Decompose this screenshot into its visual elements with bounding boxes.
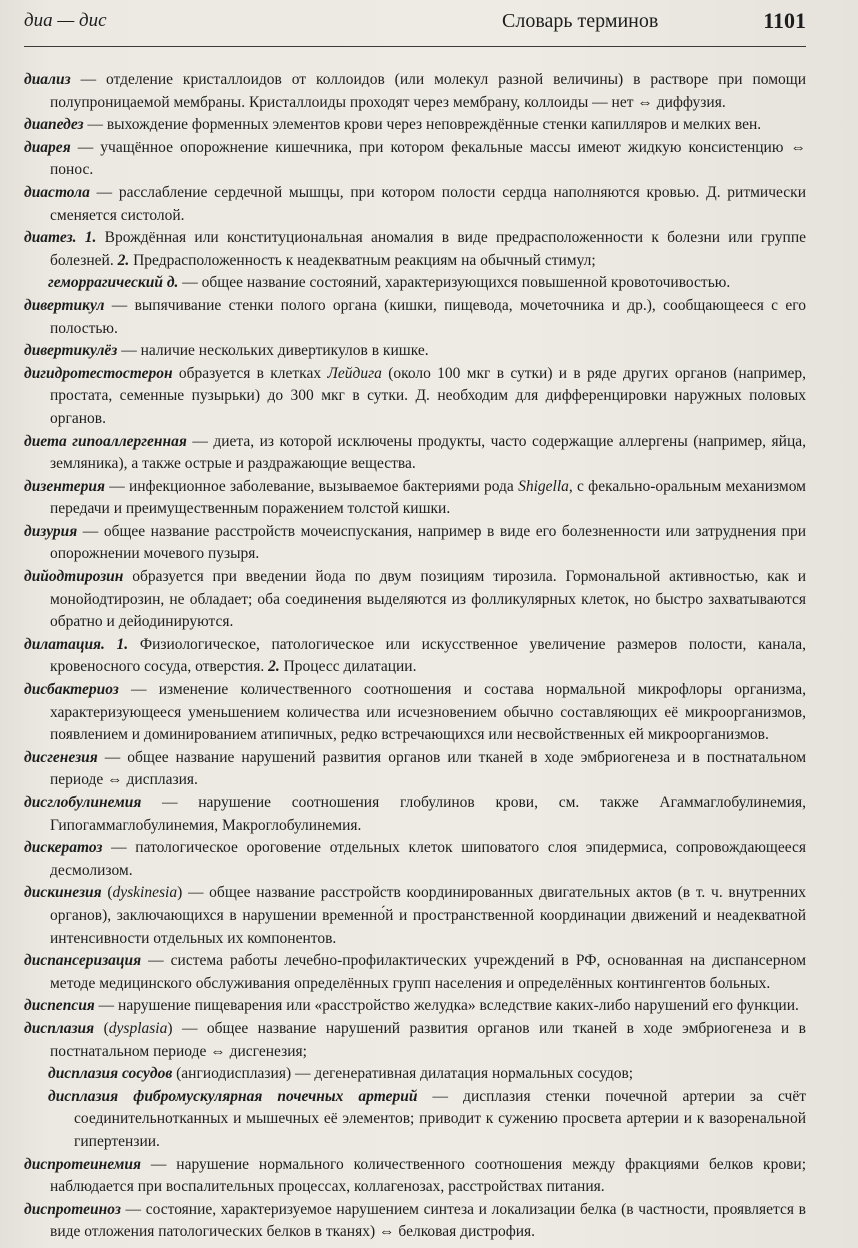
- entry-italic: dysplasia: [108, 1019, 168, 1037]
- entry: [24, 950, 806, 995]
- entry-term: дивертикул: [24, 296, 105, 314]
- entry-term: дийодтирозин: [24, 568, 124, 586]
- entry-text: (: [94, 1019, 109, 1037]
- entry-term: диета гипоаллергенная: [24, 432, 187, 450]
- sense-number: . 1.: [101, 635, 129, 653]
- entry: [24, 363, 806, 431]
- entry-term: диастола: [24, 183, 90, 201]
- entry-text: — система работы лечебно-профилактических учреждений в РФ, основанная на диспансерном методе медицинского обслуживания определённых групп населения и определённых контингентов больных.: [50, 952, 806, 992]
- entry-text: (: [101, 884, 113, 902]
- sense-number: 2.: [268, 658, 280, 676]
- entry-term: дисплазия сосудов: [48, 1065, 173, 1083]
- entry-term: дисгенезия: [24, 748, 98, 766]
- entry-text: — учащённое опорожнение кишечника, при котором фекальные массы имеют жидкую консистенцию ⇔ понос.: [50, 138, 806, 179]
- entry-term: дилатация: [24, 635, 102, 653]
- entry: [24, 995, 806, 1018]
- entry: [24, 340, 806, 363]
- entry-text: Процесс дилатации.: [279, 658, 417, 676]
- entry-text: — расслабление сердечной мышцы, при котором полости сердца наполняются кровью. Д. ритмически сменяется систолой.: [50, 183, 806, 224]
- entry-term: диспепсия: [24, 997, 95, 1015]
- entry-term: дисплазия: [24, 1019, 95, 1037]
- entry: [24, 566, 806, 634]
- entry-text: — отделение кристаллоидов от коллоидов (или молекул разной величины) в растворе при помощи полупроницаемой мембраны. Кристаллоиды проходят через мембрану, коллоиды — нет ⇔ диффузия.: [50, 71, 806, 111]
- entry-term: диализ: [24, 71, 71, 88]
- entry-text: (ангиодисплазия) — дегенеративная дилатация нормальных сосудов;: [172, 1065, 634, 1083]
- entry-term: дисбактериоз: [24, 681, 119, 699]
- entry-term: дигидротестостерон: [24, 364, 173, 382]
- entry-text: — дисплазия стенки почечной артерии за счёт соединительнотканных и мышечных её элементов; приводит к сужению просвета артерии и к вазоренальной гипертензии.: [74, 1087, 806, 1150]
- entry-term: диспротеинемия: [24, 1155, 141, 1173]
- entry: [24, 476, 806, 521]
- entry: [24, 137, 806, 182]
- sense-number: 2.: [117, 251, 130, 269]
- entry-term: диарея: [24, 138, 71, 156]
- running-header: [24, 6, 806, 47]
- entry-term: дизентерия: [24, 477, 105, 495]
- entry-text: Врождённая или конституциональная аномалия в виде предрасположенности к болезни или группе болезней.: [50, 229, 806, 269]
- entry: [24, 521, 806, 566]
- entry-text: ) — общее название расстройств координированных двигательных актов (в т. ч. внутренних органов), заключающихся в нарушении временно́й и пространственной координации движений и неадекватной интенсивности отдельных их компонентов.: [50, 884, 806, 947]
- dictionary-entries: [24, 69, 806, 1244]
- entry: [24, 837, 806, 882]
- entry-italic: Лейдига: [327, 364, 382, 382]
- header-title: Словарь терминов: [502, 10, 659, 32]
- entry-term: дискинезия: [24, 884, 102, 902]
- entry-term: дивертикулёз: [24, 342, 118, 360]
- entry: [24, 431, 806, 476]
- entry-text: — инфекционное заболевание, вызываемое бактериями рода: [104, 477, 519, 495]
- entry-text: — диета, из которой исключены продукты, часто содержащие аллергены (например, яйца, земляника), а также острые и раздражающие вещества.: [50, 432, 806, 473]
- entry-text: — нарушение пищеварения или «расстройство желудка» вследствие каких-либо нарушений его функции.: [94, 997, 799, 1015]
- entry-text: — патологическое ороговение отдельных клеток шиповатого слоя эпидермиса, сопровождающееся десмолизом.: [50, 839, 806, 879]
- entry: [24, 114, 806, 137]
- entry: [24, 1199, 806, 1244]
- entry-text: — нарушение нормального количественного соотношения между фракциями белков крови; наблюдается при воспалительных процессах, коллагенозах, расстройствах питания.: [50, 1155, 806, 1196]
- entry-term: диспротеиноз: [24, 1200, 121, 1218]
- entry: [24, 679, 806, 747]
- entry-text: (около 100 мкг в сутки) и в ряде других органов (например, простата, семенные пузырьки) до 300 мкг в сутки. Д. необходим для дифференцировки наружных половых органов.: [50, 364, 807, 427]
- entry-text: — общее название расстройств мочеиспускания, например в виде его болезненности или затруднения при опорожнении мочевого пузыря.: [50, 522, 806, 563]
- sub-entry: [24, 272, 806, 295]
- sub-entry: [24, 1063, 806, 1086]
- entry-term: дизурия: [24, 522, 78, 540]
- entry: [24, 792, 806, 837]
- entry-term: диспансеризация: [24, 952, 142, 970]
- entry: [24, 882, 806, 950]
- entry-text: ) — общее название нарушений развития органов или тканей в ходе эмбриогенеза и в постнатальном периоде ⇔ дисгенезия;: [50, 1019, 806, 1060]
- entry-italic: dyskinesia: [112, 884, 178, 902]
- entry: [24, 227, 806, 272]
- entry-text: Физиологическое, патологическое или искусственное увеличение размеров полости, канала, кровеносного сосуда, отверстия.: [50, 635, 806, 676]
- entry-term: диапедез: [24, 116, 84, 134]
- entry-text: Предрасположенность к неадекватным реакциям на обычный стимул;: [129, 251, 596, 269]
- entry-text: образуется при введении йода по двум позициям тирозила. Гормональной активностью, как и монойодтирозин, не обладает; оба соединения выделяются из фолликулярных клеток, но быстро захватываются обратно и дейодинируются.: [50, 568, 806, 631]
- entry-text: — общее название состояний, характеризующихся повышенной кровоточивостью.: [178, 274, 731, 292]
- header-range: диа — дис: [24, 10, 107, 31]
- entry-italic: Shigella: [518, 477, 569, 495]
- entry-text: образуется в клетках: [172, 364, 328, 382]
- entry: [24, 69, 806, 114]
- entry-term: дисглобулинемия: [24, 794, 142, 811]
- page-number: 1101: [763, 8, 806, 33]
- entry-text: — наличие нескольких дивертикулов в кишке.: [117, 342, 429, 360]
- entry: [24, 634, 806, 679]
- entry-text: — выхождение форменных элементов крови через неповреждённые стенки капилляров и мелких вен.: [83, 116, 762, 134]
- sense-number: . 1.: [72, 229, 97, 247]
- entry-text: — выпячивание стенки полого органа (кишки, пищевода, мочеточника и др.), сообщающееся с его полостью.: [50, 296, 806, 337]
- entry-text: — изменение количественного соотношения и состава нормальной микрофлоры организма, характеризующееся уменьшением количества или исчезновением обычно составляющих её микроорганизмов, появлением и доминированием атипичных, редко встречающихся или несвойственных ей микроорганизмов.: [50, 681, 806, 744]
- entry-term: дискератоз: [24, 839, 103, 857]
- entry-term: геморрагический д.: [48, 274, 179, 292]
- entry-text: , с фекально-оральным механизмом передачи и преимущественным поражением толстой кишки.: [50, 477, 806, 518]
- entry: [24, 1018, 806, 1063]
- entry-term: диатез: [24, 229, 73, 247]
- entry-text: — нарушение соотношения глобулинов крови, см. также Агаммаглобулинемия, Гипогаммаглобулинемия, Макроглобулинемия.: [50, 794, 806, 834]
- entry-text: — состояние, характеризуемое нарушением синтеза и локализации белка (в частности, проявляется в виде отложения патологических белков в тканях) ⇔ белковая дистрофия.: [50, 1200, 806, 1241]
- entry: [24, 295, 806, 340]
- entry: [24, 747, 806, 792]
- entry: [24, 182, 806, 227]
- entry: [24, 1154, 806, 1199]
- entry-text: — общее название нарушений развития органов или тканей в ходе эмбриогенеза и в постнатальном периоде ⇔ дисплазия.: [50, 748, 806, 789]
- sub-entry: [24, 1086, 806, 1154]
- entry-term: дисплазия фибромускулярная почечных артерий: [48, 1087, 418, 1105]
